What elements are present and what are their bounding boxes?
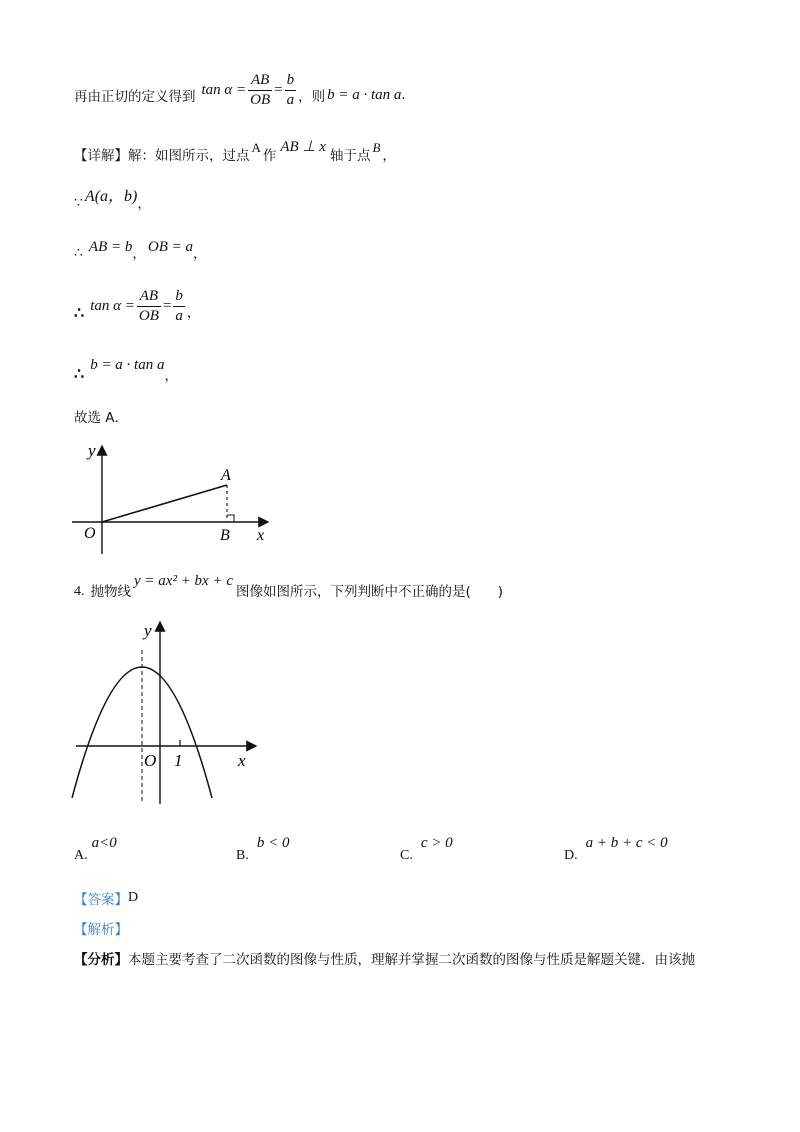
option-letter: A. — [74, 848, 88, 863]
detail-text-1: 解：如图所示，过点 — [128, 148, 250, 164]
then-text: ，则 — [298, 89, 326, 105]
point-a-coords: A(a，b) — [84, 188, 138, 205]
detail-label: 【详解】 — [74, 148, 128, 164]
detail-comma: ， — [382, 148, 396, 164]
question-4 — [74, 570, 503, 600]
analysis-line — [74, 948, 695, 968]
option-d[interactable] — [564, 835, 668, 864]
result-expr: b = a · tan a — [327, 86, 402, 103]
tick-one-label: 1 — [174, 751, 183, 770]
point-a-label: A — [251, 140, 261, 155]
right-angle-mark — [227, 515, 234, 522]
option-letter: C. — [400, 848, 413, 863]
analysis-text: 本题主要考查了二次函数的图像与性质，理解并掌握二次函数的图像与性质是解题关键．由该抛 — [128, 952, 695, 968]
period: . — [401, 86, 406, 103]
because-symbol: ∵ — [74, 196, 83, 211]
question-suffix: 图像如图所示，下列判断中不正确的是( ) — [236, 584, 504, 600]
option-letter: D. — [564, 848, 578, 863]
detail-text-2: 作 — [262, 148, 277, 164]
figure-tangent-triangle — [60, 436, 290, 556]
question-prefix: 抛物线 — [90, 584, 131, 600]
origin-label: O — [84, 525, 96, 542]
step4-comma: ， — [164, 368, 178, 384]
equals-sign: = — [274, 81, 283, 98]
analysis-label: 【解析】 — [74, 922, 128, 938]
step1-comma: ， — [137, 196, 151, 212]
step2-sep: ， — [132, 246, 146, 262]
option-c[interactable] — [400, 835, 453, 864]
origin-label: O — [144, 751, 157, 770]
answer-label: 【答案】 — [74, 892, 128, 908]
question-number: 4. — [74, 584, 85, 599]
step-therefore-lengths — [74, 236, 207, 262]
tan-alpha: tan α = — [201, 81, 247, 98]
analysis-tag: 【分析】 — [74, 952, 128, 968]
option-b[interactable] — [236, 835, 290, 864]
x-axis-label: x — [238, 751, 246, 770]
option-expr: b < 0 — [256, 835, 290, 851]
fraction-ab-ob: $\frac{AB}{OB}$ — [250, 71, 271, 108]
step2-comma: ， — [193, 246, 207, 262]
answer-value: D — [128, 890, 139, 905]
fraction-b-a: $\frac{b}{a}$ — [286, 71, 295, 108]
therefore-symbol: ∴ — [74, 246, 83, 261]
parabola-expr: y = ax² + bx + c — [134, 573, 233, 589]
choose-answer: 故选 A． — [74, 410, 129, 426]
therefore-symbol: ∴ — [74, 305, 85, 322]
x-axis-label: x — [257, 527, 265, 544]
detail-text-3: 轴于点 — [329, 148, 371, 164]
point-a-label: A — [221, 467, 231, 484]
option-expr: a<0 — [91, 835, 117, 851]
segment-oa — [102, 485, 227, 522]
point-b-label: B — [372, 140, 381, 155]
fraction-ab-ob: $\frac{AB}{OB}$ — [138, 287, 159, 324]
therefore-symbol: ∴ — [74, 366, 85, 383]
perpendicular-expr: AB ⊥ x — [280, 139, 326, 155]
y-axis-label: y — [144, 621, 152, 640]
option-expr: a + b + c < 0 — [585, 835, 668, 851]
step-because — [74, 186, 151, 212]
option-letter: B. — [236, 848, 249, 863]
ob-equals-a: OB = a — [147, 239, 193, 255]
fraction-b-a: $\frac{b}{a}$ — [175, 287, 183, 324]
tan-alpha: tan α = — [90, 297, 135, 314]
y-axis-label: y — [88, 441, 96, 460]
result-expr: b = a · tan a — [90, 357, 165, 373]
option-a[interactable] — [74, 835, 117, 864]
answer-line — [74, 888, 138, 908]
option-expr: c > 0 — [420, 835, 453, 851]
tangent-definition-line — [74, 68, 405, 112]
step-therefore-tan — [74, 282, 200, 330]
ab-equals-b: AB = b — [88, 239, 133, 255]
step-therefore-result — [74, 354, 178, 384]
step3-comma: ， — [186, 305, 201, 321]
line-prefix: 再由正切的定义得到 — [74, 89, 196, 105]
equals-sign: = — [162, 297, 172, 314]
point-b-label: B — [220, 527, 230, 544]
detail-line — [74, 140, 396, 164]
figure-parabola — [66, 616, 266, 812]
